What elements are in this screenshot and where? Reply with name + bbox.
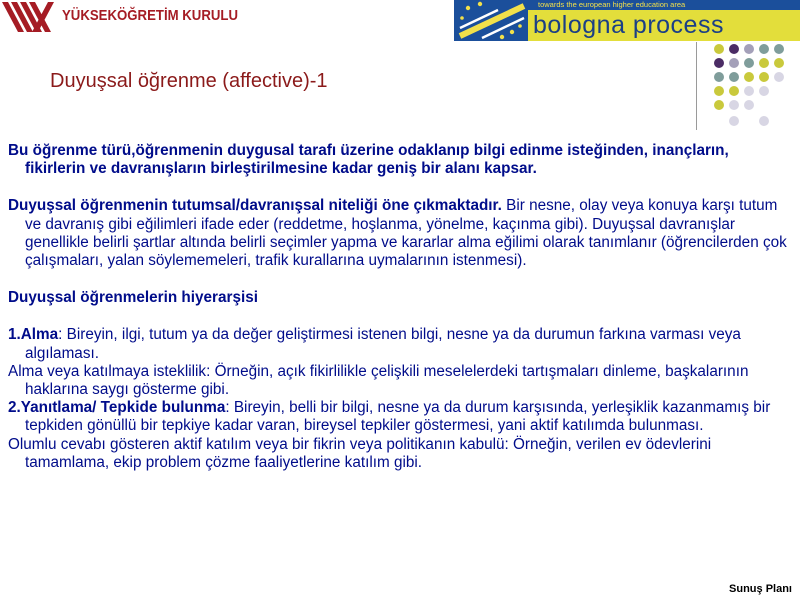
bologna-title: bologna process: [528, 10, 800, 41]
dot: [744, 44, 754, 54]
dot: [759, 58, 769, 68]
dot: [729, 44, 739, 54]
level-responding: [8, 399, 792, 435]
slide-title: Duyuşsal öğrenme (affective)-1: [50, 70, 328, 92]
level-responding-text: : Bireyin, belli bir bilgi, nesne ya da durum karşısında, yerleşiklik kazanmamış bir tepkiden gönüllü bir tepkiye kadar varan, bireysel tepkiler göstermesi, yani aktif katılımda bulunması.: [25, 399, 771, 435]
paragraph-attitudinal-text: Bir nesne, olay veya konuya karşı tutum ve davranış gibi eğilimleri ifade eder (reddetme, hoşlanma, yönelme, kaçınma gibi). Duyuşsal davranışlar genellikle belirli şartlar altında belirli seçimler yapma ve kararlar alma eğilimi olarak tanımlanır (öğrencilerden çok çalışmaları, yalan söylememeleri, trafik kurallarına uymalarının istenmesi).: [25, 197, 787, 270]
dot: [714, 100, 724, 110]
bologna-tagline: towards the european higher education area: [528, 0, 800, 10]
level-responding-label: 2.Yanıtlama/ Tepkide bulunma: [8, 399, 226, 417]
dot: [714, 72, 724, 82]
dot: [759, 72, 769, 82]
level-receiving: [8, 326, 792, 362]
dot: [759, 116, 769, 126]
dot: [729, 100, 739, 110]
level-receiving-label: 1.Alma: [8, 326, 59, 344]
dot: [714, 86, 724, 96]
eu-stars-icon: [454, 0, 528, 41]
dot: [729, 58, 739, 68]
responding-example: Olumlu cevabı gösteren aktif katılım veya bir fikrin veya politikanın kabulü: Örneğin, verilen ev ödevlerini tamamlama, ekip problem çözme faaliyetlerine katılım gibi.: [8, 435, 712, 471]
level-receiving-text: : Bireyin, ilgi, tutum ya da değer geliştirmesi istenen bilgi, nesne ya da durumun farkına varması veya algılaması.: [25, 326, 741, 362]
paragraph-definition: Bu öğrenme türü,öğrenmenin duygusal tarafı üzerine odaklanıp bilgi edinme isteğinden, inançların, fikirlerin ve davranışların birleştirilmesine kadar geniş bir alanı kapsar.: [8, 142, 729, 178]
dot: [729, 86, 739, 96]
paragraph-attitudinal: [8, 197, 792, 270]
hierarchy-heading: Duyuşsal öğrenmelerin hiyerarşisi: [8, 289, 258, 307]
decorative-dot-grid: [704, 40, 800, 132]
dot: [744, 86, 754, 96]
dot: [759, 44, 769, 54]
paragraph-attitudinal-lead: Duyuşsal öğrenmenin tutumsal/davranışsal niteliği öne çıkmaktadır.: [8, 197, 502, 215]
presentation-plan-link[interactable]: Sunuş Planı: [729, 583, 792, 595]
dot: [744, 100, 754, 110]
yok-logo: [0, 0, 240, 34]
header-divider: [696, 42, 697, 130]
bologna-process-banner: [454, 0, 800, 41]
dot: [729, 72, 739, 82]
dot: [774, 58, 784, 68]
dot: [759, 86, 769, 96]
yok-emblem-icon: [2, 2, 62, 32]
dot: [774, 72, 784, 82]
dot: [744, 58, 754, 68]
dot: [714, 58, 724, 68]
slide-body: [8, 142, 792, 472]
dot: [744, 72, 754, 82]
yok-logo-text: YÜKSEKÖĞRETİM KURULU: [62, 7, 239, 24]
dot: [774, 44, 784, 54]
receiving-example: Alma veya katılmaya isteklilik: Örneğin, açık fikirlilikle çelişkili meselelerdeki tartışmaları dinleme, başkalarının haklarına saygı gösterme gibi.: [8, 362, 749, 399]
dot: [714, 44, 724, 54]
dot: [729, 116, 739, 126]
